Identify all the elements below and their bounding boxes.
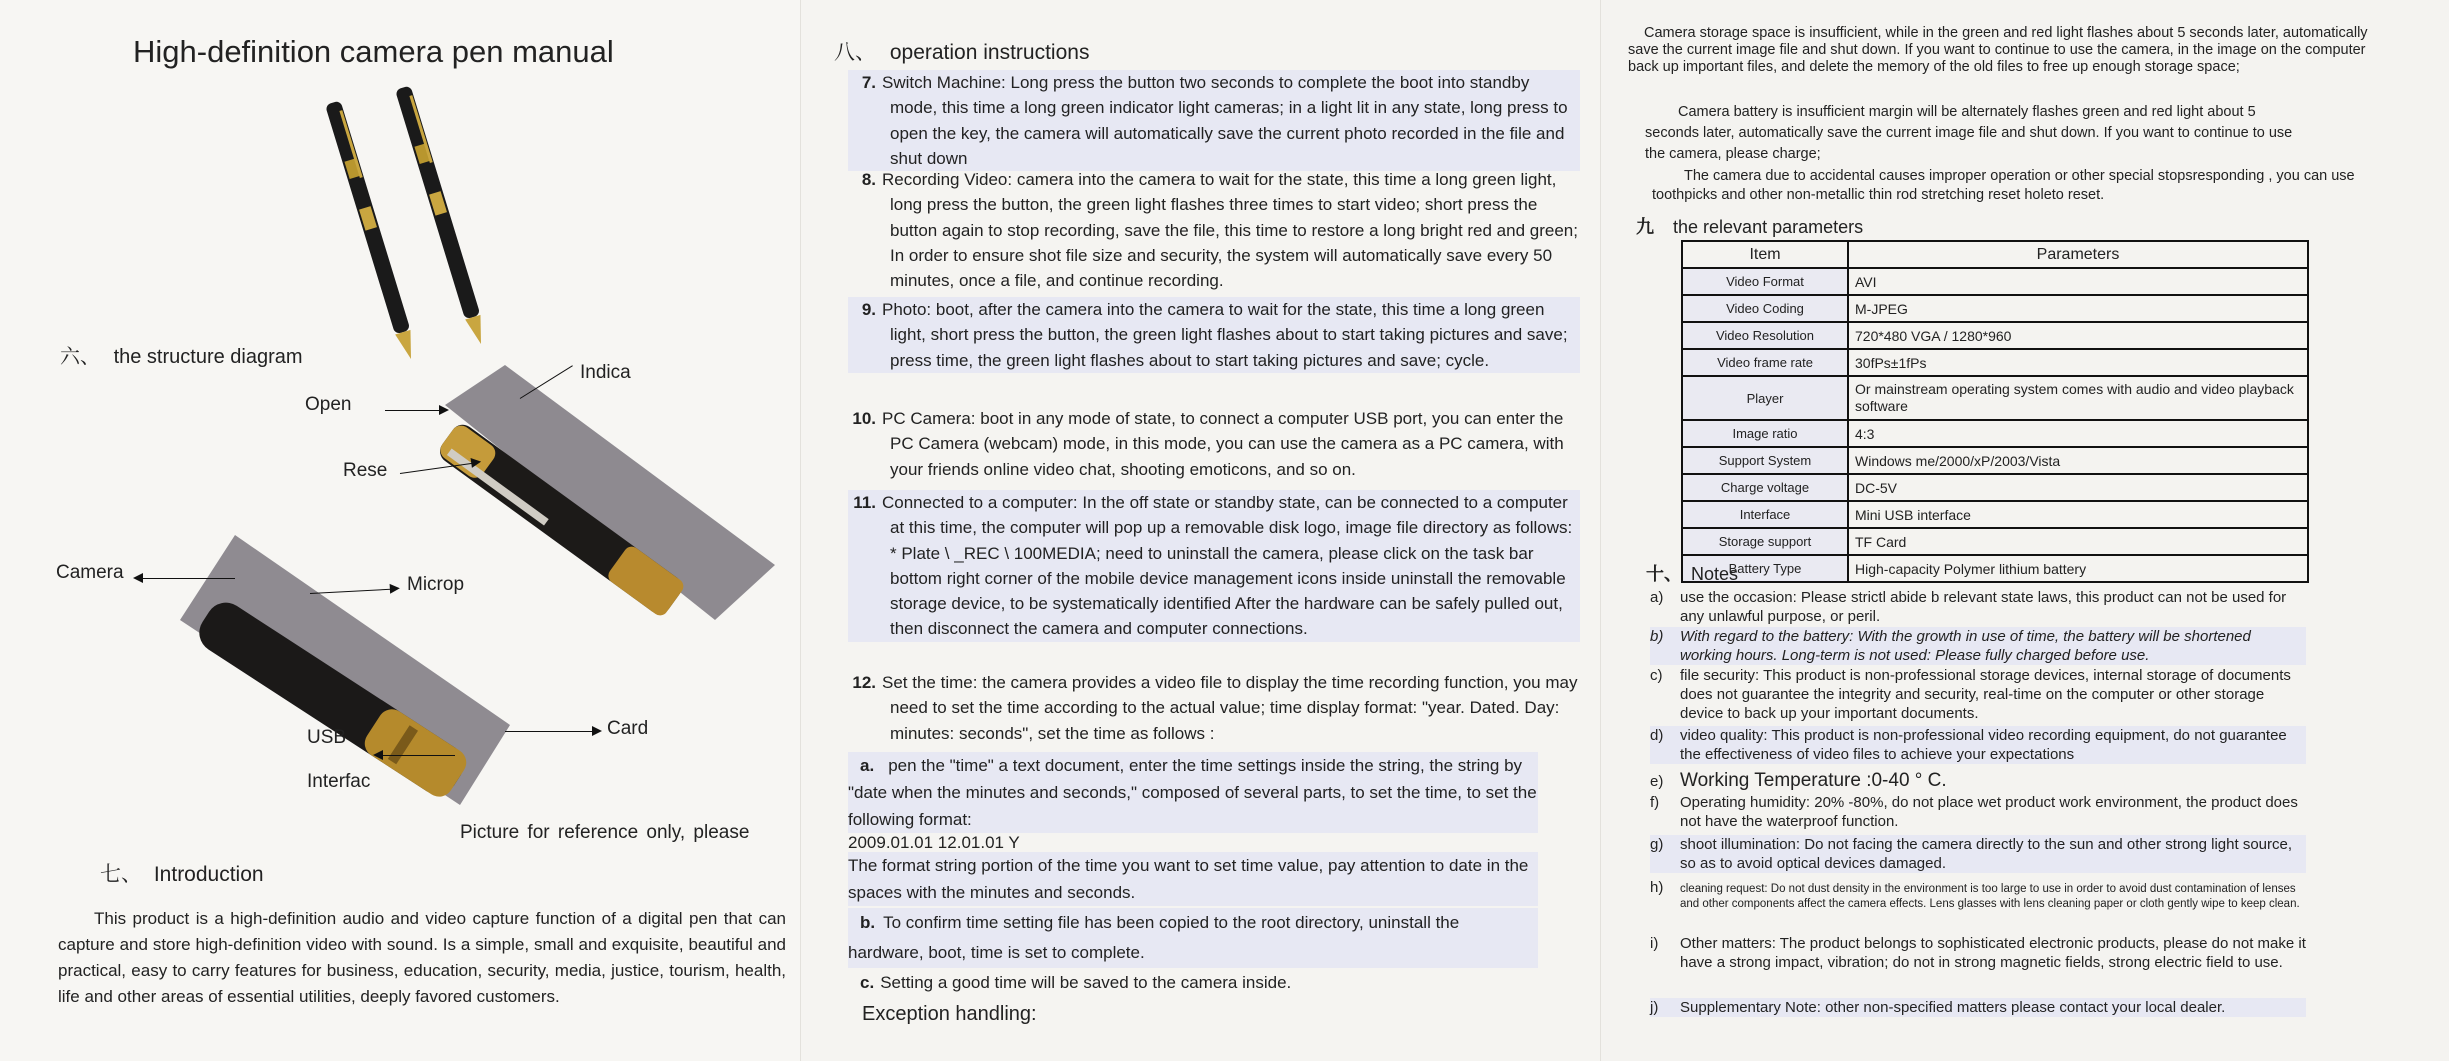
section10-title: Notes — [1691, 564, 1739, 584]
introduction-text: This product is a high-definition audio and video capture function of a digital pen that can capture and store high-definition video with sound. Is a simple, small and exquisite, beautiful and practical, easy to carry features for business, education, security, media, justice, tourism, health, life and other areas of essential utilities, deeply favored customers. — [58, 909, 786, 1006]
section8-heading — [834, 36, 1089, 66]
param-value: 720*480 VGA / 1280*960 — [1848, 322, 2308, 349]
note-c — [1650, 666, 2306, 723]
table-row — [1682, 555, 2308, 582]
sub-step-c-text: Setting a good time will be saved to the camera inside. — [880, 973, 1292, 992]
instruction-item-11 — [848, 490, 1580, 642]
param-value: DC-5V — [1848, 474, 2308, 501]
note-text: file security: This product is non-professional storage devices, internal storage of documents does not guarantee the integrity and security, real-time on the computer or other storage device to back up your important documents. — [1680, 667, 2291, 722]
table-row — [1682, 349, 2308, 376]
item-text: PC Camera: boot in any mode of state, to connect a computer USB port, you can enter the PC Camera (webcam) mode, in this mode, you can use the camera as a PC camera, with your friends online video chat, shooting emoticons, and so on. — [882, 409, 1564, 479]
note-text: cleaning request: Do not dust density in the environment is too large to use in order to avoid dust contamination of lenses and other components affect the camera effects. Lens glasses with lens cleaning paper or cloth gently wipe to keep clean. — [1680, 883, 2300, 910]
param-name: Storage support — [1682, 528, 1848, 555]
label-indica: Indica — [580, 362, 631, 383]
format-example: 2009.01.01 12.01.01 Y — [848, 833, 1020, 852]
note-text: shoot illumination: Do not facing the camera directly to the sun and other strong light source, so as to avoid optical devices damaged. — [1680, 836, 2293, 872]
item-number: 11. — [853, 493, 876, 512]
section6-heading — [60, 340, 303, 369]
item-text: Photo: boot, after the camera into the camera to wait for the state, this time a long green light, short press the button, the green light flashes about to start taking pictures and save; press time, the green light flashes about to start taking pictures and save; cycle. — [882, 300, 1568, 370]
pens-illustration — [300, 80, 520, 360]
exception-heading: Exception handling: — [862, 1003, 1037, 1025]
arrow-camera — [135, 578, 235, 579]
note-letter: c) — [1650, 667, 1663, 684]
item-number: 10. — [852, 409, 876, 428]
table-row — [1682, 322, 2308, 349]
note-text: Operating humidity: 20% -80%, do not place wet product work environment, the product does not have the waterproof function. — [1680, 794, 2298, 830]
label-camera: Camera — [56, 562, 124, 583]
sub-step-a-text: pen the "time" a text document, enter the time settings inside the string, the string by "date when the minutes and seconds," composed of several parts, to set the time, to set the following format: — [848, 756, 1537, 829]
table-row — [1682, 474, 2308, 501]
param-name: Player — [1682, 376, 1848, 420]
note-f — [1650, 793, 2306, 831]
sub-step-b — [848, 908, 1538, 968]
section7-title: Introduction — [153, 863, 264, 886]
item-number: 8. — [861, 170, 876, 189]
note-e — [1650, 770, 2306, 793]
storage-paragraph: Camera storage space is insufficient, while in the green and red light flashes about 5 seconds later, automatically save the current image file and shut down. If you want to continue to use the camera, in the image on the computer back up important files, and delete the memory of the old files to free up enough storage space; — [1628, 25, 2368, 75]
item-text: Connected to a computer: In the off state or standby state, can be connected to a computer at this time, the computer will pop up a removable disk logo, image file directory as follows: * Plate \ _REC \ 100MEDIA; need to uninstall the camera, please click on the task bar bottom right corner of the mobile device management icons inside uninstall the removable storage device, to be systematically identified After the hardware can be safely pulled out, then disconnect the camera and computer connections. — [882, 493, 1573, 639]
instruction-item-9 — [848, 297, 1580, 373]
note-j — [1650, 998, 2306, 1017]
note-b — [1650, 627, 2306, 665]
header-parameters: Parameters — [1848, 241, 2308, 268]
sub-step-c-letter: c. — [860, 973, 875, 992]
label-rese: Rese — [343, 460, 388, 481]
section7-heading — [100, 858, 264, 888]
table-header-row — [1682, 241, 2308, 268]
note-text: video quality: This product is non-professional video recording equipment, do not guarantee the effectiveness of video files to achieve your expectations — [1680, 727, 2287, 763]
param-name: Video Resolution — [1682, 322, 1848, 349]
section9-number: 九 — [1636, 217, 1654, 238]
note-letter: a) — [1650, 589, 1664, 606]
format-note: The format string portion of the time you want to set time value, pay attention to date in the spaces with the minutes and seconds. — [848, 852, 1538, 906]
note-letter: g) — [1650, 836, 1664, 853]
table-row — [1682, 528, 2308, 555]
note-d — [1650, 726, 2306, 764]
table-row — [1682, 420, 2308, 447]
note-letter: d) — [1650, 727, 1664, 744]
label-usb: USB — [307, 727, 347, 748]
section10-heading — [1646, 560, 1738, 586]
param-name: Video Format — [1682, 268, 1848, 295]
note-letter: e) — [1650, 773, 1664, 790]
sub-step-b-letter: b. — [860, 913, 876, 932]
sub-step-c — [848, 970, 1538, 995]
section8-number: 八、 — [834, 40, 876, 64]
note-text: Working Temperature :0-40 ° C. — [1680, 770, 1947, 791]
battery-paragraph: Camera battery is insufficient margin will be alternately flashes green and red light about 5 seconds later, automatically save the current image file and shut down. If you want to continue to use the camera, please charge; — [1645, 104, 2293, 162]
reset-paragraph: The camera due to accidental causes improper operation or other special stopsresponding , you can use toothpicks and other non-metallic thin rod stretching reset holeto reset. — [1652, 168, 2355, 203]
section7-number: 七、 — [100, 862, 142, 886]
label-card: Card — [607, 718, 649, 739]
arrow-usb — [375, 755, 455, 756]
item-text: Switch Machine: Long press the button two seconds to complete the boot into standby mode, this time a long green indicator light cameras; in a light lit in any state, long press to open the key, the camera will automatically save the current photo recorded in the file and shut down — [882, 73, 1568, 168]
picture-note: Picture for reference only, please — [460, 822, 750, 843]
manual-title: High-definition camera pen manual — [133, 34, 614, 69]
table-row — [1682, 447, 2308, 474]
param-name: Video frame rate — [1682, 349, 1848, 376]
param-name: Battery Type — [1682, 555, 1848, 582]
section6-title: the structure diagram — [113, 346, 303, 368]
section10-number: 十、 — [1646, 564, 1682, 585]
param-name: Image ratio — [1682, 420, 1848, 447]
note-text: use the occasion: Please strictl abide b relevant state laws, this product can not be used for any unlawful purpose, or peril. — [1680, 589, 2287, 625]
table-row — [1682, 376, 2308, 420]
item-text: Set the time: the camera provides a video file to display the time recording function, you may need to set the time according to the actual value; time display format: "year. Dated. Day: minutes: seconds", set the time as follows : — [882, 673, 1578, 743]
param-name: Support System — [1682, 447, 1848, 474]
note-i — [1650, 934, 2306, 972]
instruction-item-8 — [848, 167, 1580, 293]
param-value: Mini USB interface — [1848, 501, 2308, 528]
note-letter: f) — [1650, 794, 1660, 811]
section6-number: 六、 — [60, 344, 100, 368]
item-text: Recording Video: camera into the camera to wait for the state, this time a long green light, long press the button, the green light flashes three times to start video; short press the button again to stop recording, save the file, this time to restore a long bright red and green; In order to ensure shot file size and security, the system will automatically save every 50 minutes, once a file, and continue recording. — [882, 170, 1578, 291]
note-text: Other matters: The product belongs to sophisticated electronic products, please do not make it have a strong impact, vibration; do not in strong magnetic fields, strong electric field to use. — [1680, 935, 2306, 971]
param-value: M-JPEG — [1848, 295, 2308, 322]
label-open: Open — [305, 394, 352, 415]
param-name: Video Coding — [1682, 295, 1848, 322]
instruction-item-12 — [848, 670, 1580, 746]
instruction-item-10 — [848, 406, 1580, 482]
table-row — [1682, 295, 2308, 322]
param-name: Interface — [1682, 501, 1848, 528]
note-text: Supplementary Note: other non-specified matters please contact your local dealer. — [1680, 999, 2226, 1016]
param-name: Charge voltage — [1682, 474, 1848, 501]
note-text: With regard to the battery: With the growth in use of time, the battery will be shortened working hours. Long-term is not used: Please fully charged before use. — [1680, 628, 2251, 664]
param-value: 4:3 — [1848, 420, 2308, 447]
param-value: High-capacity Polymer lithium battery — [1848, 555, 2308, 582]
arrow-card — [505, 731, 600, 732]
instruction-item-7 — [848, 70, 1580, 171]
param-value: AVI — [1848, 268, 2308, 295]
label-microp: Microp — [407, 574, 465, 595]
note-h — [1650, 880, 2306, 912]
param-value: TF Card — [1848, 528, 2308, 555]
section8-title: operation instructions — [889, 41, 1090, 64]
item-number: 12. — [852, 673, 876, 692]
parameters-table — [1681, 240, 2309, 583]
note-letter: h) — [1650, 879, 1664, 896]
section9-heading — [1636, 213, 1863, 239]
param-value: Windows me/2000/xP/2003/Vista — [1848, 447, 2308, 474]
table-row — [1682, 501, 2308, 528]
note-a — [1650, 588, 2306, 626]
table-row — [1682, 268, 2308, 295]
note-letter: i) — [1650, 935, 1659, 952]
arrow-open — [385, 410, 447, 411]
note-g — [1650, 835, 2306, 873]
header-item: Item — [1682, 241, 1848, 268]
item-number: 7. — [861, 73, 876, 92]
param-value: Or mainstream operating system comes with audio and video playback software — [1848, 376, 2308, 420]
sub-step-b-text: To confirm time setting file has been copied to the root directory, uninstall the hardware, boot, time is set to complete. — [848, 913, 1460, 962]
section9-title: the relevant parameters — [1673, 217, 1864, 237]
sub-step-a — [848, 752, 1538, 833]
note-letter: j) — [1650, 999, 1659, 1016]
label-interfac: Interfac — [307, 771, 371, 792]
note-letter: b) — [1650, 628, 1664, 645]
item-number: 9. — [861, 300, 876, 319]
param-value: 30fPs±1fPs — [1848, 349, 2308, 376]
sub-step-a-letter: a. — [860, 756, 875, 775]
